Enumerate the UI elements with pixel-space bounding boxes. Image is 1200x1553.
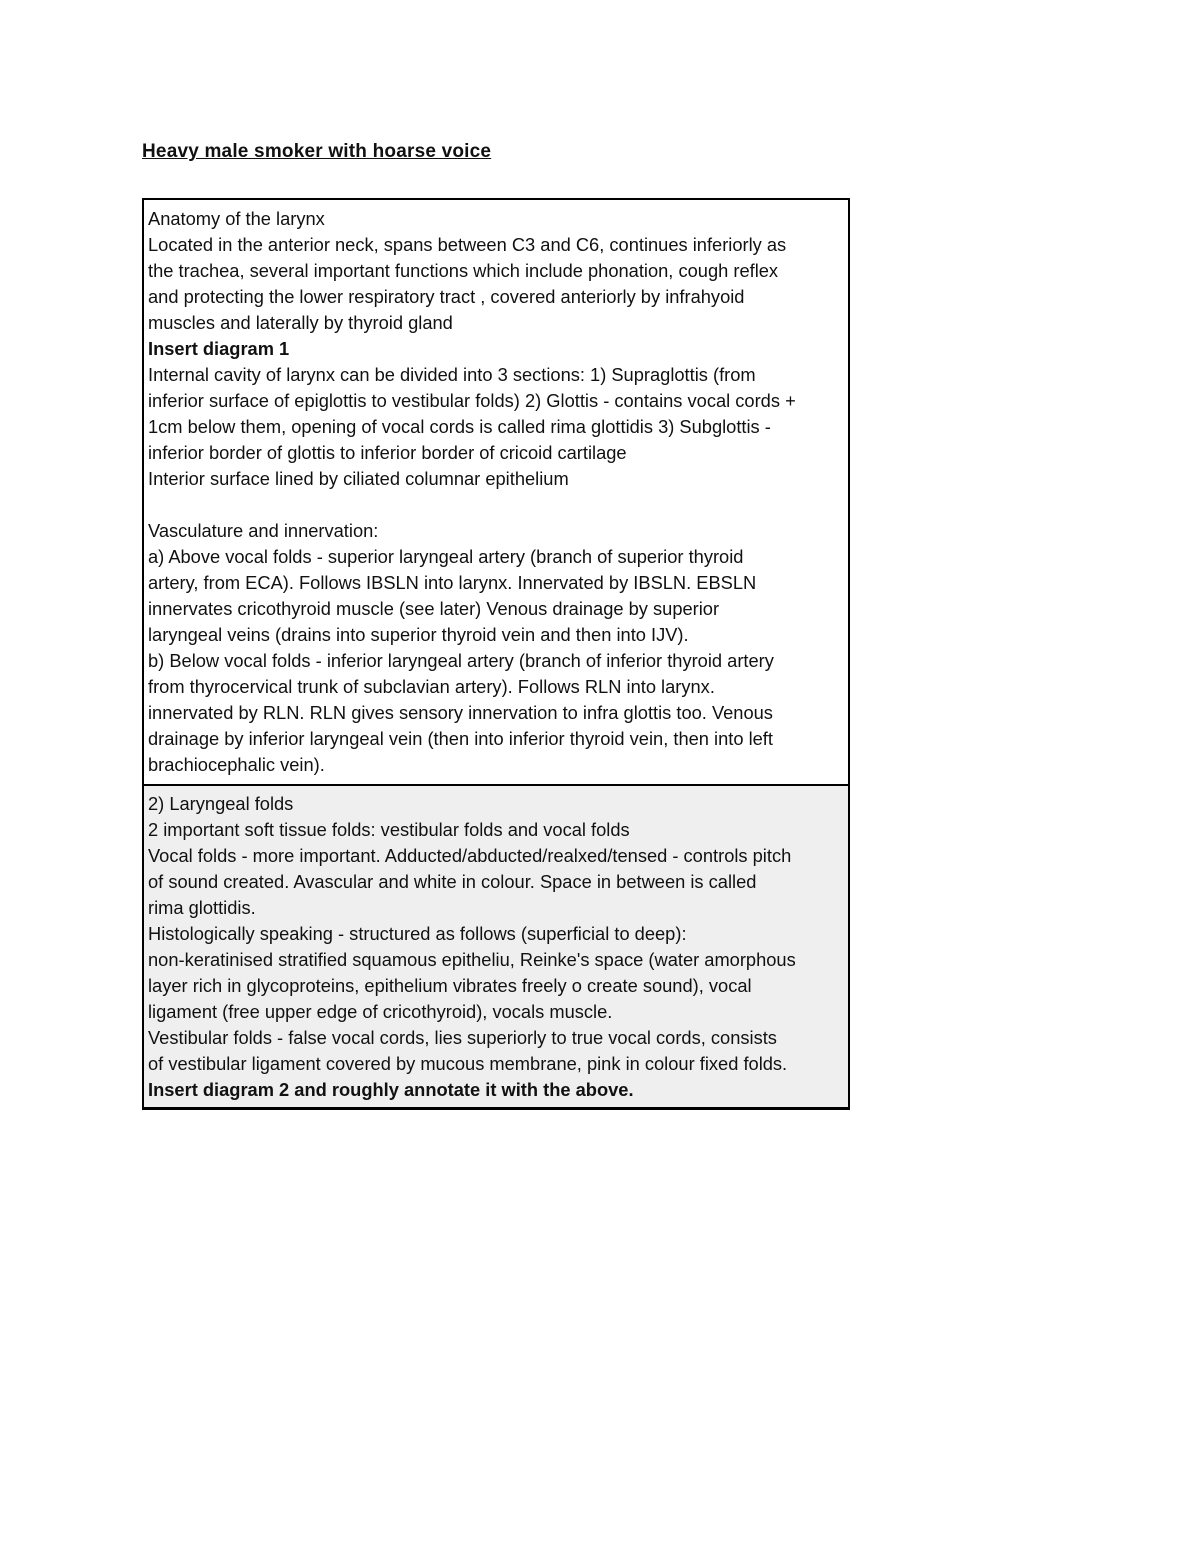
text-line: ligament (free upper edge of cricothyroid), vocals muscle. xyxy=(148,1001,613,1022)
text-line: innervated by RLN. RLN gives sensory innervation to infra glottis too. Venous xyxy=(148,702,773,723)
diagram-2-note: Insert diagram 2 and roughly annotate it with the above. xyxy=(148,1079,634,1100)
histology-heading: Histologically speaking - structured as follows (superficial to deep): xyxy=(148,923,687,944)
folds-intro: 2 important soft tissue folds: vestibular folds and vocal folds xyxy=(148,819,630,840)
diagram-1-note: Insert diagram 1 xyxy=(148,338,290,359)
text-line: artery, from ECA). Follows IBSLN into larynx. Innervated by IBSLN. EBSLN xyxy=(148,572,757,593)
text-line: and protecting the lower respiratory tract , covered anteriorly by infrahyoid xyxy=(148,286,745,307)
text-line: from thyrocervical trunk of subclavian artery). Follows RLN into larynx. xyxy=(148,676,715,697)
text-line: non-keratinised stratified squamous epitheliu, Reinke's space (water amorphous xyxy=(148,949,796,970)
location-paragraph xyxy=(148,232,844,336)
vestibular-folds-paragraph xyxy=(148,1025,844,1077)
vasculature-heading: Vasculature and innervation: xyxy=(148,520,379,541)
text-line: layer rich in glycoproteins, epithelium vibrates freely o create sound), vocal xyxy=(148,975,752,996)
text-line: a) Above vocal folds - superior laryngeal artery (branch of superior thyroid xyxy=(148,546,744,567)
notes-table xyxy=(142,198,850,1110)
anatomy-cell xyxy=(144,200,848,786)
text-line: inferior border of glottis to inferior border of cricoid cartilage xyxy=(148,442,627,463)
text-line: Located in the anterior neck, spans between C3 and C6, continues inferiorly as xyxy=(148,234,787,255)
blank-line xyxy=(148,492,844,518)
text-line: muscles and laterally by thyroid gland xyxy=(148,312,453,333)
anatomy-heading: Anatomy of the larynx xyxy=(148,208,325,229)
text-line: Vestibular folds - false vocal cords, lies superiorly to true vocal cords, consists xyxy=(148,1027,777,1048)
text-line: b) Below vocal folds - inferior laryngeal artery (branch of inferior thyroid artery xyxy=(148,650,774,671)
above-vocal-folds-paragraph xyxy=(148,544,844,648)
epithelium-line: Interior surface lined by ciliated columnar epithelium xyxy=(148,468,569,489)
document-title: Heavy male smoker with hoarse voice xyxy=(142,141,492,162)
text-line: of vestibular ligament covered by mucous membrane, pink in colour fixed folds. xyxy=(148,1053,788,1074)
text-line: innervates cricothyroid muscle (see later) Venous drainage by superior xyxy=(148,598,720,619)
below-vocal-folds-paragraph xyxy=(148,648,844,778)
text-line: brachiocephalic vein). xyxy=(148,754,325,775)
text-line: 1cm below them, opening of vocal cords is called rima glottidis 3) Subglottis - xyxy=(148,416,771,437)
text-line: inferior surface of epiglottis to vestibular folds) 2) Glottis - contains vocal cords + xyxy=(148,390,796,411)
text-line: Internal cavity of larynx can be divided into 3 sections: 1) Supraglottis (from xyxy=(148,364,756,385)
laryngeal-folds-cell xyxy=(144,786,848,1107)
text-line: of sound created. Avascular and white in colour. Space in between is called xyxy=(148,871,757,892)
vocal-folds-paragraph xyxy=(148,843,844,921)
text-line: Vocal folds - more important. Adducted/abducted/realxed/tensed - controls pitch xyxy=(148,845,792,866)
folds-heading: 2) Laryngeal folds xyxy=(148,793,294,814)
histology-paragraph xyxy=(148,947,844,1025)
text-line: laryngeal veins (drains into superior thyroid vein and then into IJV). xyxy=(148,624,689,645)
text-line: drainage by inferior laryngeal vein (then into inferior thyroid vein, then into left xyxy=(148,728,773,749)
text-line: rima glottidis. xyxy=(148,897,256,918)
text-line: the trachea, several important functions which include phonation, cough reflex xyxy=(148,260,779,281)
cavity-paragraph xyxy=(148,362,844,466)
